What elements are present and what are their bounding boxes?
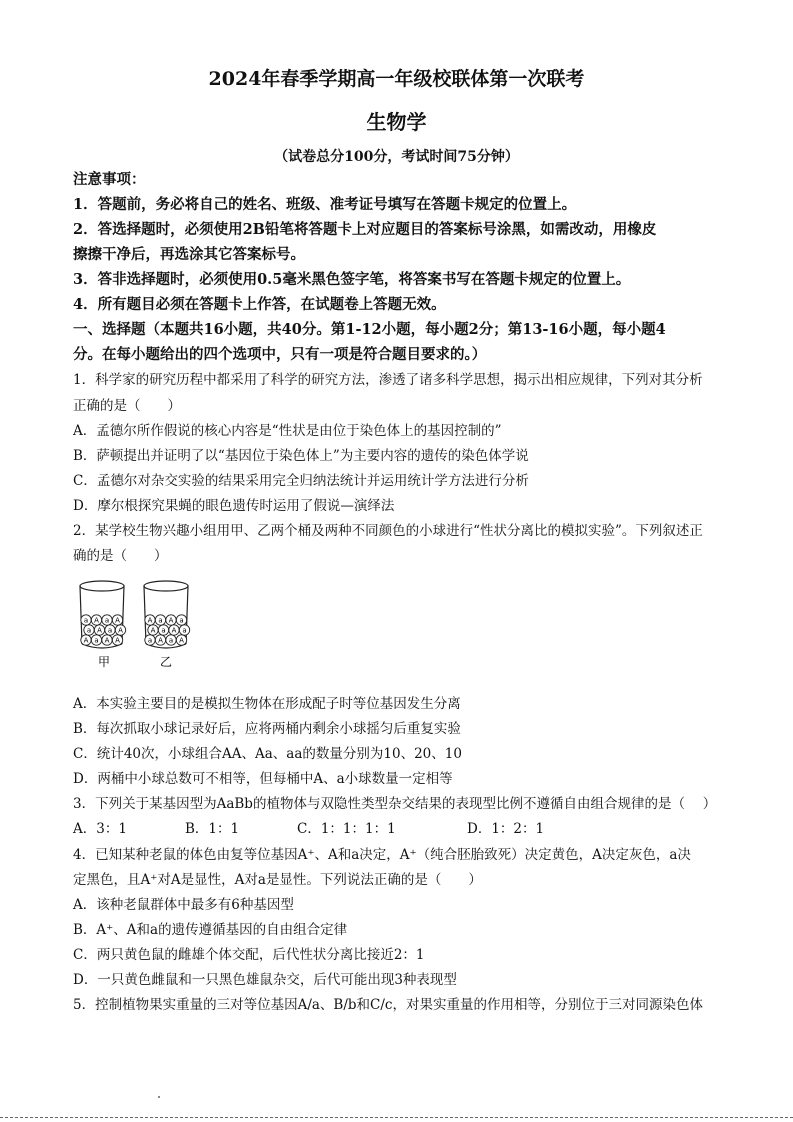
q3-option-b: B．1：1 [185,821,240,837]
q1-option-d: D．摩尔根探究果蝇的眼色遗传时运用了假说—演绎法 [73,498,395,514]
notice-item-2-line2: 擦擦干净后，再选涂其它答案标号。 [73,246,305,263]
bucket-right-ball-label: a [179,616,184,625]
q2-option-d: D．两桶中小球总数可不相等，但每桶中A、a小球数量一定相等 [73,771,453,787]
notice-heading: 注意事项： [73,171,146,188]
q4-stem-line1: 4．已知某种老鼠的体色由复等位基因A⁺、A和a决定，A⁺（纯合胚胎致死）决定黄色，A决定灰色，a决 [73,847,691,863]
bucket-left-ball-label: A [115,616,120,625]
bucket-right [144,581,190,648]
subject-title: 生物学 [366,110,427,134]
bucket-right-ball-label: A [179,636,184,645]
q3-option-d: D．1：2：1 [467,821,545,837]
bucket-left-ball-label: a [83,616,89,625]
bucket-right-ball-label: A [168,616,174,625]
page-bottom-rule [0,1117,793,1118]
bucket-left-ball-label: A [104,636,110,645]
q2-stem-line1: 2．某学校生物兴趣小组用甲、乙两个桶及两种不同颜色的小球进行“性状分离比的模拟实验”。下列叙述正 [73,523,703,539]
q4-stem-line2: 定黑色，且A⁺对A是显性，A对a是显性。下列说法正确的是（ ） [73,872,482,888]
bucket-right-ball-label: a [158,616,163,625]
q1-option-b: B．萨顿提出并证明了以“基因位于染色体上”为主要内容的遗传的染色体学说 [73,448,529,464]
bucket-right-ball-label: a [168,636,174,645]
q3-options [73,819,733,839]
q4-option-a: A．该种老鼠群体中最多有6种基因型 [73,897,294,913]
bucket-left-ball-label: A [94,616,99,625]
bucket-left-ball-label: A [115,636,120,645]
bucket-right-ball-label: a [147,636,153,645]
notice-item-1: 1．答题前，务必将自己的姓名、班级、准考证号填写在答题卡规定的位置上。 [73,196,577,213]
q2-stem-line2: 确的是（ ） [73,548,168,564]
section1-heading-line2: 分。在每小题给出的四个选项中，只有一项是符合题目要求的。） [73,346,487,363]
page-speck [158,1096,160,1098]
q1-option-c: C．孟德尔对杂交实验的结果采用完全归纳法统计并运用统计学方法进行分析 [73,473,529,489]
q2-option-a: A．本实验主要目的是模拟生物体在形成配子时等位基因发生分离 [73,696,461,712]
bucket-left-ball-label: a [107,626,113,635]
bucket-right-ball-label: A [147,616,153,625]
bucket-right-ball-label: A [171,626,177,635]
exam-info: （试卷总分100分，考试时间75分钟） [274,149,519,165]
bucket-left-ball-label: a [94,636,99,645]
bucket-left-ball-label: A [118,626,123,635]
q2-option-c: C．统计40次，小球组合AA、Aa、aa的数量分别为10、20、10 [73,746,462,762]
q4-option-b: B．A⁺、A和a的遗传遵循基因的自由组合定律 [73,922,348,938]
bucket-left-ball-label: a [86,626,92,635]
q4-option-d: D．一只黄色雌鼠和一只黑色雄鼠杂交，后代可能出现3种表现型 [73,972,457,988]
bucket-left-ball-label: A [97,626,102,635]
q1-stem-line2: 正确的是（ ） [73,398,181,414]
q1-stem-line1: 1．科学家的研究历程中都采用了科学的研究方法，渗透了诸多科学思想，揭示出相应规律，下列对其分析 [73,372,703,388]
bucket-figure [74,572,194,672]
bucket-right-label: 乙 [160,655,173,669]
q2-option-b: B．每次抓取小球记录好后，应将两桶内剩余小球摇匀后重复实验 [73,721,461,737]
q4-option-c: C．两只黄色鼠的雌雄个体交配，后代性状分离比接近2：1 [73,947,425,963]
notice-item-3: 3．答非选择题时，必须使用0.5毫米黑色签字笔，将答案书写在答题卡规定的位置上。 [73,271,631,288]
q1-option-a: A．孟德尔所作假说的核心内容是“性状是由位于染色体上的基因控制的” [73,423,502,439]
bucket-left-ball-label: A [83,636,89,645]
notice-item-2-line1: 2．答选择题时，必须使用2B铅笔将答题卡上对应题目的答案标号涂黑，如需改动，用橡皮 [73,221,657,238]
bucket-right-ball-label: A [158,636,163,645]
bucket-right-ball-label: A [150,626,156,635]
bucket-figure-svg [74,572,194,672]
q3-stem: 3．下列关于某基因型为AaBb的植物体与双隐性类型杂交结果的表现型比例不遵循自由组合规律的是（ ） [73,796,717,812]
section1-heading-line1: 一、选择题（本题共16小题，共40分。第1-12小题，每小题2分；第13-16小题，每小题4 [73,321,666,338]
bucket-left-label: 甲 [98,655,111,669]
exam-title: 2024年春季学期高一年级校联体第一次联考 [208,68,585,90]
bucket-right-ball-label: a [182,626,187,635]
bucket-left-ball-label: a [104,616,110,625]
q3-option-a: A．3：1 [73,821,127,837]
notice-item-4: 4．所有题目必须在答题卡上作答，在试题卷上答题无效。 [73,296,446,313]
bucket-right-ball-label: a [161,626,166,635]
q3-option-c: C．1：1：1：1 [297,821,396,837]
bucket-left [80,581,126,648]
q5-stem-line1: 5．控制植物果实重量的三对等位基因A/a、B/b和C/c，对果实重量的作用相等，分别位于三对同源染色体 [73,997,703,1013]
